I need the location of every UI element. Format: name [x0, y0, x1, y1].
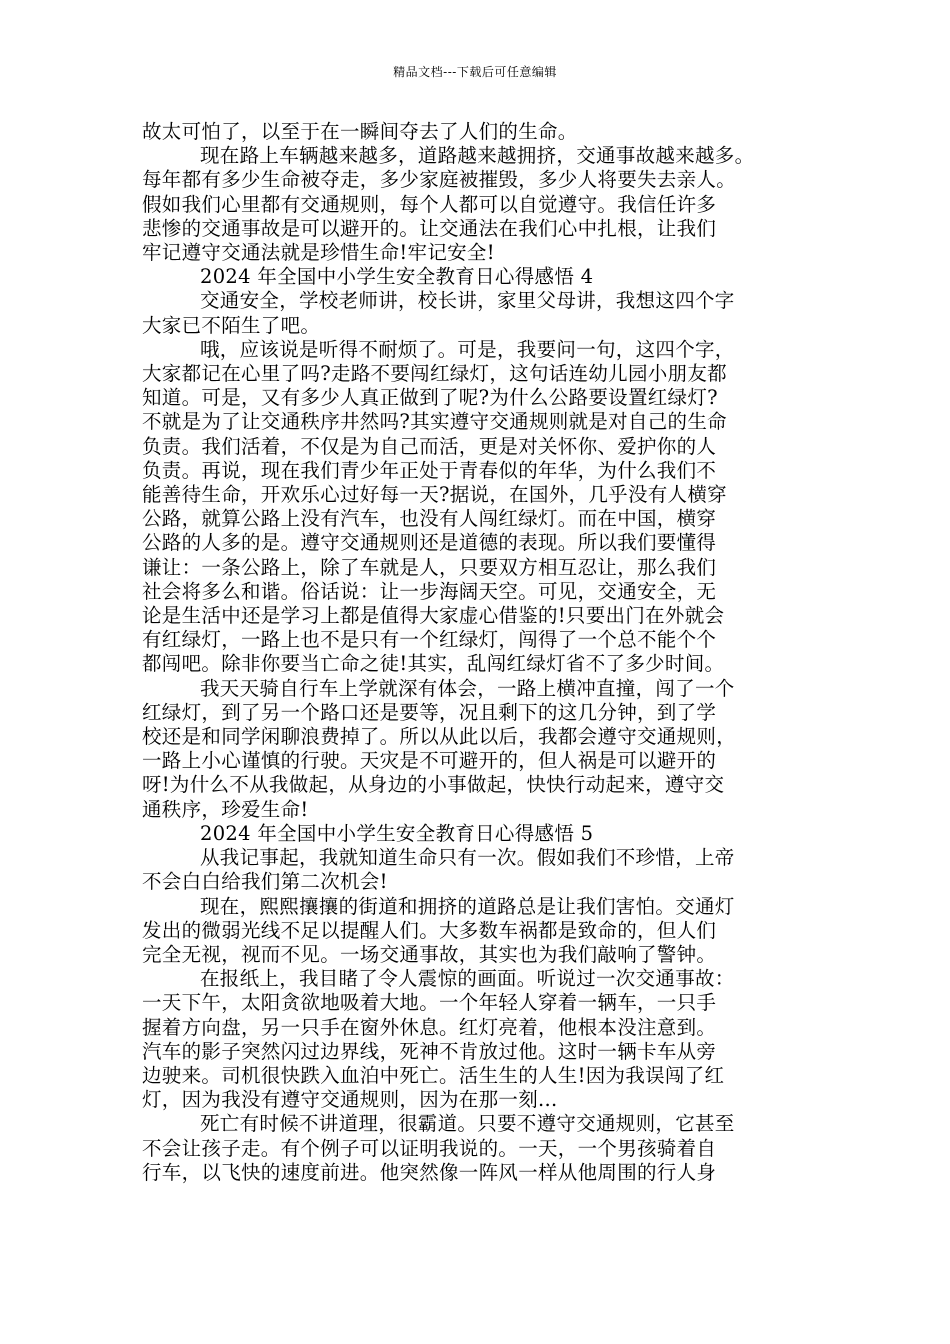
text-line: 悲惨的交通事故是可以避开的。让交通法在我们心中扎根，让我们 [142, 216, 717, 240]
text-line: 论是生活中还是学习上都是值得大家虚心借鉴的!只要出门在外就会 [142, 604, 725, 628]
text-line: 行车，以飞快的速度前进。他突然像一阵风一样从他周围的行人身 [142, 1160, 717, 1184]
text-line: 现在，熙熙攘攘的街道和拥挤的道路总是让我们害怕。交通灯 [200, 894, 735, 918]
text-line: 负责。我们活着，不仅是为自己而活，更是对关怀你、爱护你的人 [142, 434, 717, 458]
text-line: 通秩序，珍爱生命! [142, 797, 309, 821]
text-line: 故太可怕了，以至于在一瞬间夺去了人们的生命。 [142, 120, 578, 143]
text-line: 社会将多么和谐。俗话说：让一步海阔天空。可见，交通安全，无 [142, 579, 717, 603]
text-line: 2024 年全国中小学生安全教育日心得感悟 5 [200, 821, 594, 845]
text-line: 从我记事起，我就知道生命只有一次。假如我们不珍惜，上帝 [200, 846, 735, 870]
text-line: 呀!为什么不从我做起，从身边的小事做起，快快行动起来，遵守交 [142, 773, 725, 797]
text-line: 哦，应该说是听得不耐烦了。可是，我要问一句，这四个字， [200, 337, 735, 361]
text-line: 边驶来。司机很快跌入血泊中死亡。活生生的人生!因为我误闯了红 [142, 1063, 725, 1087]
text-line: 汽车的影子突然闪过边界线，死神不肯放过他。这时一辆卡车从旁 [142, 1039, 717, 1063]
text-line: 灯，因为我没有遵守交通规则，因为在那一刻... [142, 1088, 558, 1112]
page-header: 精品文档---下载后可任意编辑 [393, 65, 557, 79]
text-line: 都闯吧。除非你要当亡命之徒!其实，乱闯红绿灯省不了多少时间。 [142, 652, 725, 676]
text-line: 我天天骑自行车上学就深有体会，一路上横冲直撞，闯了一个 [200, 676, 735, 700]
text-line: 不会让孩子走。有个例子可以证明我说的。一天，一个男孩骑着自 [142, 1136, 717, 1160]
text-line: 现在路上车辆越来越多，道路越来越拥挤，交通事故越来越多。 [200, 144, 755, 168]
text-line: 负责。再说，现在我们青少年正处于青春似的年华，为什么我们不 [142, 458, 717, 482]
text-line: 2024 年全国中小学生安全教育日心得感悟 4 [200, 265, 594, 289]
text-line: 一路上小心谨慎的行驶。天灾是不可避开的，但人祸是可以避开的 [142, 749, 717, 773]
text-line: 大家都记在心里了吗?走路不要闯红绿灯，这句话连幼儿园小朋友都 [142, 362, 727, 386]
text-line: 牢记遵守交通法就是珍惜生命!牢记安全! [142, 241, 495, 265]
text-line: 握着方向盘，另一只手在窗外休息。红灯亮着，他根本没注意到。 [142, 1015, 717, 1039]
text-line: 公路的人多的是。遵守交通规则还是道德的表现。所以我们要懂得 [142, 531, 717, 555]
text-line: 公路，就算公路上没有汽车，也没有人闯红绿灯。而在中国，横穿 [142, 507, 717, 531]
text-line: 在报纸上，我目睹了令人震惊的画面。听说过一次交通事故： [200, 967, 735, 991]
text-line: 能善待生命，开欢乐心过好每一天?据说，在国外，几乎没有人横穿 [142, 483, 727, 507]
text-line: 大家已不陌生了吧。 [142, 313, 321, 337]
text-line: 发出的微弱光线不足以提醒人们。大多数车祸都是致命的，但人们 [142, 918, 717, 942]
document-body [142, 120, 812, 1185]
text-line: 完全无视，视而不见。一场交通事故，其实也为我们敲响了警钟。 [142, 942, 717, 966]
text-line: 交通安全，学校老师讲，校长讲，家里父母讲，我想这四个字 [200, 289, 735, 313]
text-line: 红绿灯，到了另一个路口还是要等，况且剩下的这几分钟，到了学 [142, 700, 717, 724]
text-line: 谦让：一条公路上，除了车就是人，只要双方相互忍让，那么我们 [142, 555, 717, 579]
text-line: 死亡有时候不讲道理，很霸道。只要不遵守交通规则，它甚至 [200, 1112, 735, 1136]
text-line: 不就是为了让交通秩序井然吗?其实遵守交通规则就是对自己的生命 [142, 410, 727, 434]
text-line: 每年都有多少生命被夺走，多少家庭被摧毁，多少人将要失去亲人。 [142, 168, 737, 192]
text-line: 一天下午，太阳贪欲地吸着大地。一个年轻人穿着一辆车，一只手 [142, 991, 717, 1015]
text-line: 不会白白给我们第二次机会! [142, 870, 388, 894]
text-line: 假如我们心里都有交通规则，每个人都可以自觉遵守。我信任许多 [142, 192, 717, 216]
text-line: 知道。可是，又有多少人真正做到了呢?为什么公路要设置红绿灯? [142, 386, 718, 410]
text-line: 校还是和同学闲聊浪费掉了。所以从此以后，我都会遵守交通规则， [142, 725, 737, 749]
text-line: 有红绿灯，一路上也不是只有一个红绿灯，闯得了一个总不能个个 [142, 628, 717, 652]
